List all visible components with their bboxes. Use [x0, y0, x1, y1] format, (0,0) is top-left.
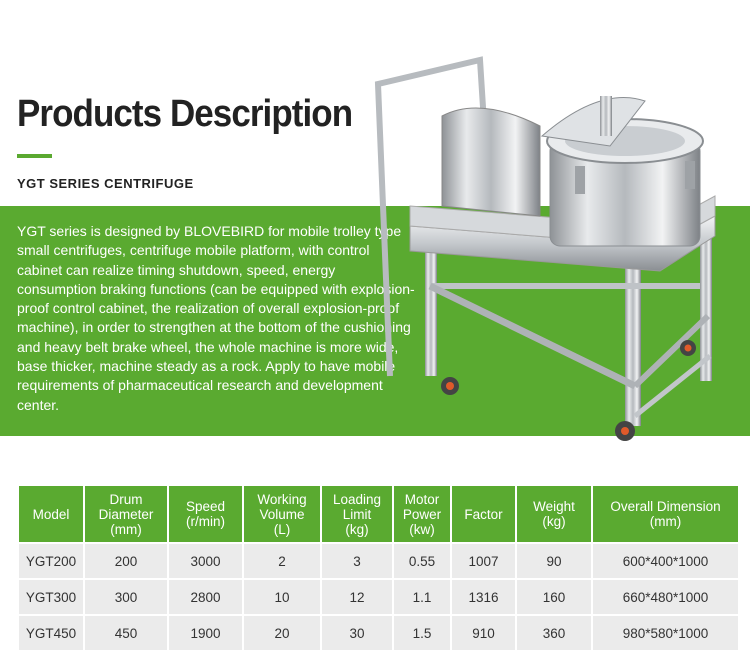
table-cell: 1.5 — [394, 616, 450, 650]
table-header-cell — [85, 486, 167, 542]
table-cell: 3000 — [169, 544, 242, 578]
table-cell: 360 — [517, 616, 591, 650]
table-header-text: Limit — [342, 506, 372, 522]
table-cell: 910 — [452, 616, 515, 650]
table-cell: YGT200 — [19, 544, 83, 578]
centrifuge-machine-image — [370, 56, 750, 446]
table-row — [19, 616, 738, 650]
table-cell: 30 — [322, 616, 392, 650]
table-cell: 160 — [517, 580, 591, 614]
page-title: Products Description — [17, 93, 353, 135]
table-cell: 1007 — [452, 544, 515, 578]
table-cell: 600*400*1000 — [593, 544, 738, 578]
table-cell: 20 — [244, 616, 320, 650]
table-header-text: (mm) — [649, 514, 682, 529]
table-header-cell — [322, 486, 392, 542]
table-header-text: Overall Dimension — [610, 499, 721, 514]
table-header-cell — [394, 486, 450, 542]
table-header-text: (mm) — [110, 521, 142, 537]
table-cell: 12 — [322, 580, 392, 614]
table-cell: 90 — [517, 544, 591, 578]
table-header-text: (L) — [273, 521, 291, 537]
table-cell: 0.55 — [394, 544, 450, 578]
table-header-cell — [169, 486, 242, 542]
table-cell: 2 — [244, 544, 320, 578]
table-header-text: Volume — [259, 506, 305, 522]
table-cell: 1.1 — [394, 580, 450, 614]
product-description: YGT series is designed by BLOVEBIRD for mobile trolley type small centrifuges, centrifuge mobile platform, with control cabinet can realize timing shutdown, speed, energy consumption braking functions (can be equipped with explosion-proof control cabinet, the realization of overall explosion-proof machine), in order to strengthen at the bottom of the cushioning and heavy belt brake wheel, the whole machine is more wide, base thicker, machine steady as a rock. Apply to have mobile requirements of pharmaceutical research and development center. — [17, 223, 415, 413]
table-header-text: Speed — [185, 499, 226, 514]
table-cell: 660*480*1000 — [593, 580, 738, 614]
table-header-text: Model — [32, 506, 70, 522]
table-cell: 3 — [322, 544, 392, 578]
table-header-text: Weight — [533, 499, 575, 514]
table-cell: YGT300 — [19, 580, 83, 614]
table-header-text: Motor — [404, 491, 440, 507]
table-cell: 1316 — [452, 580, 515, 614]
table-header-cell — [244, 486, 320, 542]
table-header-cell — [19, 486, 83, 542]
table-cell: 300 — [85, 580, 167, 614]
table-header-text: Drum — [109, 491, 143, 507]
table-cell: 980*580*1000 — [593, 616, 738, 650]
table-row — [19, 544, 738, 578]
table-cell: 200 — [85, 544, 167, 578]
table-cell: YGT450 — [19, 616, 83, 650]
table-header-text: Working — [257, 491, 307, 507]
title-underline — [17, 154, 52, 158]
table-header-cell — [517, 486, 591, 542]
table-header-cell — [452, 486, 515, 542]
table-header-text: (r/min) — [186, 514, 225, 529]
table-header-text: Power — [402, 506, 442, 522]
table-header-text: (kw) — [409, 521, 435, 537]
table-cell: 2800 — [169, 580, 242, 614]
product-subtitle: YGT SERIES CENTRIFUGE — [17, 176, 194, 191]
table-row — [19, 580, 738, 614]
spec-table — [17, 484, 733, 652]
table-header-text: (kg) — [345, 521, 369, 537]
table-header-text: Diameter — [98, 506, 154, 522]
table-header-text: Loading — [332, 491, 382, 507]
table-header-row — [19, 486, 738, 542]
table-cell: 450 — [85, 616, 167, 650]
table-cell: 1900 — [169, 616, 242, 650]
table-header-text: (kg) — [542, 514, 566, 529]
table-header-cell — [593, 486, 738, 542]
table-header-text: Factor — [464, 506, 503, 522]
table-cell: 10 — [244, 580, 320, 614]
